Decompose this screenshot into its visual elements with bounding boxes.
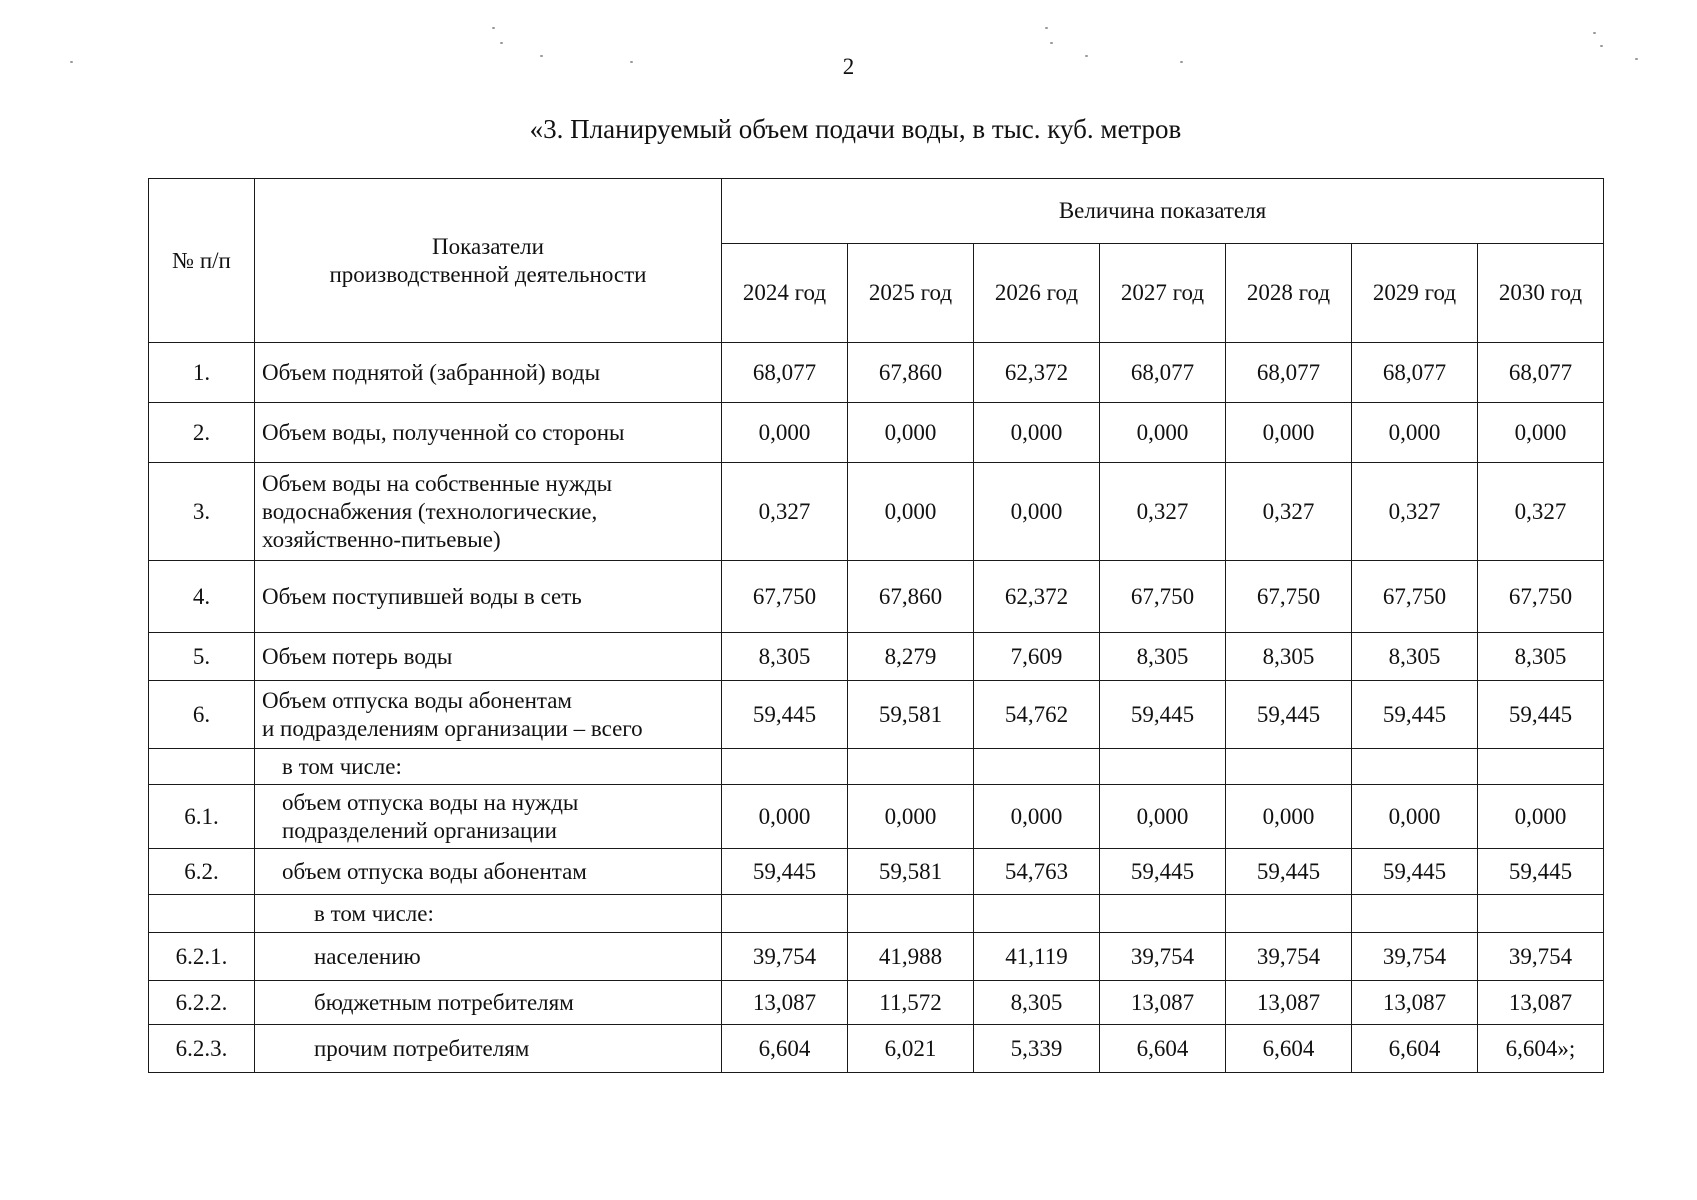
row-number: 2. — [149, 403, 255, 463]
row-value: 59,445 — [722, 681, 848, 749]
table-row — [149, 1025, 1604, 1073]
row-value: 62,372 — [974, 343, 1100, 403]
row-value: 59,445 — [1352, 849, 1478, 895]
row-number: 6.2.1. — [149, 933, 255, 981]
indicator-line: населению — [314, 943, 421, 969]
row-number: 6.1. — [149, 785, 255, 849]
row-indicator — [255, 895, 722, 933]
row-value: 39,754 — [1100, 933, 1226, 981]
row-value: 39,754 — [1352, 933, 1478, 981]
row-value: 8,305 — [1352, 633, 1478, 681]
row-indicator — [255, 1025, 722, 1073]
row-value: 54,762 — [974, 681, 1100, 749]
table-row — [149, 561, 1604, 633]
row-value: 67,860 — [848, 343, 974, 403]
header-year: 2027 год — [1100, 244, 1226, 343]
indicator-line: Объем потерь воды — [262, 643, 453, 669]
indicator-line: объем отпуска воды абонентам — [282, 858, 587, 884]
row-value: 13,087 — [722, 981, 848, 1025]
header-indicator-line2: производственной деятельности — [329, 261, 647, 287]
row-indicator — [255, 463, 722, 561]
table-row — [149, 633, 1604, 681]
header-year: 2026 год — [974, 244, 1100, 343]
header-indicator — [255, 179, 722, 343]
row-value: 5,339 — [974, 1025, 1100, 1073]
row-indicator — [255, 849, 722, 895]
row-indicator — [255, 981, 722, 1025]
page-number: 2 — [842, 54, 855, 79]
row-indicator — [255, 343, 722, 403]
row-value: 68,077 — [1226, 343, 1352, 403]
row-indicator — [255, 633, 722, 681]
row-value: 8,305 — [722, 633, 848, 681]
header-row-group — [149, 179, 1604, 244]
indicator-line: Объем поднятой (забранной) воды — [262, 359, 601, 385]
table-row — [149, 933, 1604, 981]
table-row — [149, 785, 1604, 849]
row-value: 67,750 — [1352, 561, 1478, 633]
row-value: 0,000 — [722, 785, 848, 849]
row-value — [1478, 749, 1604, 785]
row-value — [848, 749, 974, 785]
row-indicator — [255, 561, 722, 633]
header-year: 2024 год — [722, 244, 848, 343]
indicator-line: Объем воды, полученной со стороны — [262, 419, 625, 445]
row-value: 59,445 — [1226, 849, 1352, 895]
row-number: 5. — [149, 633, 255, 681]
row-value: 59,445 — [1100, 681, 1226, 749]
row-value: 0,000 — [974, 463, 1100, 561]
header-year: 2028 год — [1226, 244, 1352, 343]
row-number — [149, 895, 255, 933]
row-number — [149, 749, 255, 785]
row-number: 3. — [149, 463, 255, 561]
row-value: 8,305 — [1100, 633, 1226, 681]
row-value: 0,000 — [974, 785, 1100, 849]
row-value: 8,305 — [1478, 633, 1604, 681]
row-value: 13,087 — [1100, 981, 1226, 1025]
row-value: 0,000 — [848, 463, 974, 561]
row-number: 6.2.3. — [149, 1025, 255, 1073]
header-num: № п/п — [149, 179, 255, 343]
row-value: 11,572 — [848, 981, 974, 1025]
row-value: 39,754 — [1226, 933, 1352, 981]
row-value: 59,445 — [1352, 681, 1478, 749]
row-value: 59,445 — [1478, 849, 1604, 895]
row-value: 0,000 — [1478, 403, 1604, 463]
row-value: 0,327 — [1226, 463, 1352, 561]
header-indicator-line1: Показатели — [432, 233, 544, 259]
row-value: 8,279 — [848, 633, 974, 681]
indicator-line: в том числе: — [282, 753, 402, 779]
row-indicator — [255, 785, 722, 849]
row-value: 6,604»; — [1478, 1025, 1604, 1073]
indicator-line: Объем воды на собственные нужды — [262, 470, 613, 496]
indicator-line: в том числе: — [314, 900, 434, 926]
row-value: 0,327 — [1100, 463, 1226, 561]
row-value: 8,305 — [1226, 633, 1352, 681]
table-row — [149, 463, 1604, 561]
row-number: 4. — [149, 561, 255, 633]
table-title: «3. Планируемый объем подачи воды, в тыс. куб. метров — [529, 114, 1182, 144]
header-year: 2029 год — [1352, 244, 1478, 343]
row-value — [1100, 895, 1226, 933]
indicator-line: объем отпуска воды на нужды — [282, 789, 579, 815]
row-value — [1100, 749, 1226, 785]
row-value: 59,445 — [1478, 681, 1604, 749]
row-value — [722, 749, 848, 785]
row-value: 0,327 — [1478, 463, 1604, 561]
table-row — [149, 343, 1604, 403]
row-value — [974, 749, 1100, 785]
row-value: 0,000 — [974, 403, 1100, 463]
row-value: 67,750 — [722, 561, 848, 633]
row-indicator — [255, 933, 722, 981]
row-value: 59,581 — [848, 681, 974, 749]
row-value: 6,604 — [1226, 1025, 1352, 1073]
row-value: 0,000 — [848, 785, 974, 849]
row-value: 59,581 — [848, 849, 974, 895]
header-year: 2025 год — [848, 244, 974, 343]
row-value — [1226, 749, 1352, 785]
indicator-line: прочим потребителям — [314, 1035, 530, 1061]
row-value: 68,077 — [1352, 343, 1478, 403]
table-row — [149, 895, 1604, 933]
table-row — [149, 981, 1604, 1025]
row-value: 0,000 — [722, 403, 848, 463]
row-value — [1478, 895, 1604, 933]
row-value: 0,000 — [1226, 403, 1352, 463]
row-value: 39,754 — [1478, 933, 1604, 981]
row-value: 8,305 — [974, 981, 1100, 1025]
row-value: 39,754 — [722, 933, 848, 981]
row-value — [1226, 895, 1352, 933]
row-number: 6.2. — [149, 849, 255, 895]
row-value: 54,763 — [974, 849, 1100, 895]
row-value: 6,604 — [1100, 1025, 1226, 1073]
row-value: 41,988 — [848, 933, 974, 981]
indicator-line: и подразделениям организации – всего — [262, 715, 643, 741]
header-year: 2030 год — [1478, 244, 1604, 343]
row-value — [722, 895, 848, 933]
row-value: 67,750 — [1226, 561, 1352, 633]
row-value: 67,750 — [1100, 561, 1226, 633]
row-number: 6. — [149, 681, 255, 749]
row-value: 13,087 — [1478, 981, 1604, 1025]
row-value: 13,087 — [1226, 981, 1352, 1025]
row-value: 0,327 — [1352, 463, 1478, 561]
row-value: 41,119 — [974, 933, 1100, 981]
indicator-line: бюджетным потребителям — [314, 989, 574, 1015]
row-value: 68,077 — [722, 343, 848, 403]
row-value: 0,000 — [1352, 785, 1478, 849]
row-indicator — [255, 681, 722, 749]
row-number: 1. — [149, 343, 255, 403]
table-row — [149, 849, 1604, 895]
row-value: 62,372 — [974, 561, 1100, 633]
indicator-line: водоснабжения (технологические, — [262, 498, 598, 524]
table-row — [149, 749, 1604, 785]
row-value: 67,860 — [848, 561, 974, 633]
row-value: 68,077 — [1100, 343, 1226, 403]
header-value-group: Величина показателя — [722, 179, 1604, 244]
row-value: 0,000 — [848, 403, 974, 463]
row-indicator — [255, 403, 722, 463]
row-value: 13,087 — [1352, 981, 1478, 1025]
row-value: 0,000 — [1352, 403, 1478, 463]
indicator-line: Объем поступившей воды в сеть — [262, 583, 582, 609]
row-value: 7,609 — [974, 633, 1100, 681]
row-indicator — [255, 749, 722, 785]
row-value — [848, 895, 974, 933]
row-value — [974, 895, 1100, 933]
indicator-line: хозяйственно-питьевые) — [262, 526, 501, 552]
row-value: 59,445 — [722, 849, 848, 895]
row-value: 0,000 — [1100, 403, 1226, 463]
row-value: 0,000 — [1100, 785, 1226, 849]
row-value: 6,604 — [1352, 1025, 1478, 1073]
row-number: 6.2.2. — [149, 981, 255, 1025]
indicator-line: подразделений организации — [282, 817, 557, 843]
water-supply-table — [148, 178, 1604, 1073]
table-row — [149, 403, 1604, 463]
row-value: 59,445 — [1226, 681, 1352, 749]
row-value: 0,000 — [1226, 785, 1352, 849]
row-value — [1352, 749, 1478, 785]
indicator-line: Объем отпуска воды абонентам — [262, 687, 572, 713]
row-value: 0,000 — [1478, 785, 1604, 849]
row-value — [1352, 895, 1478, 933]
row-value: 6,021 — [848, 1025, 974, 1073]
row-value: 0,327 — [722, 463, 848, 561]
row-value: 67,750 — [1478, 561, 1604, 633]
row-value: 68,077 — [1478, 343, 1604, 403]
row-value: 59,445 — [1100, 849, 1226, 895]
row-value: 6,604 — [722, 1025, 848, 1073]
table-body — [149, 343, 1604, 1073]
table-row — [149, 681, 1604, 749]
